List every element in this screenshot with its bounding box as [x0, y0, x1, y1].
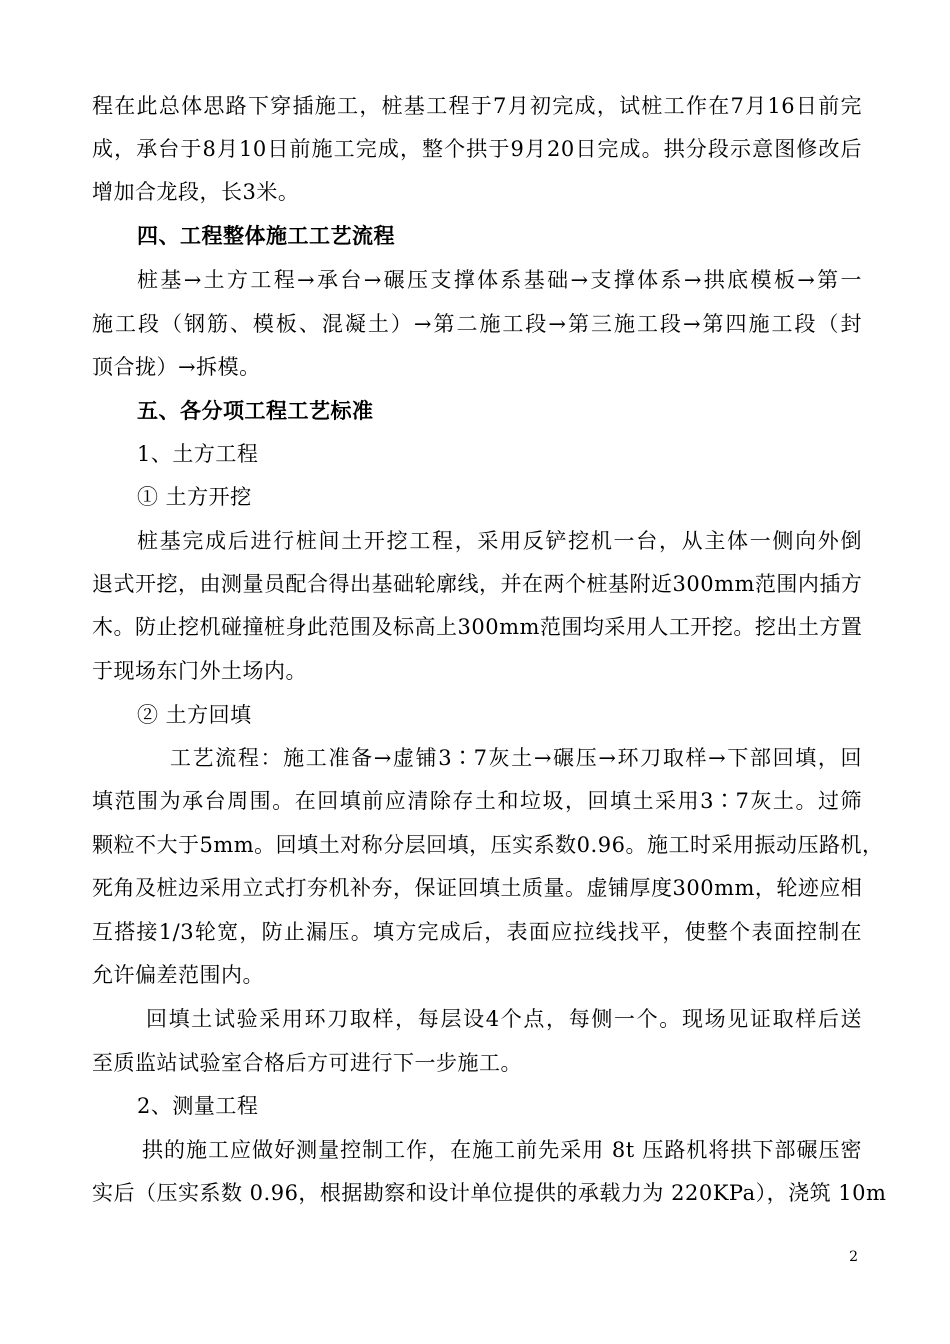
paragraph-line: 填范围为承台周围。在回填前应清除存土和垃圾，回填土采用3∶7灰土。过筛: [92, 789, 862, 813]
paragraph-line: 颗粒不大于5mm。回填土对称分层回填，压实系数0.96。施工时采用振动压路机，: [92, 833, 884, 857]
paragraph-line: 施工段（钢筋、模板、混凝土）→第二施工段→第三施工段→第四施工段（封: [92, 312, 862, 336]
page-number: 2: [849, 1249, 858, 1265]
paragraph-line: 回填土试验采用环刀取样，每层设4个点，每侧一个。现场见证取样后送: [146, 1007, 862, 1031]
subsection-heading: ① 土方开挖: [137, 485, 252, 509]
paragraph-line: 退式开挖，由测量员配合得出基础轮廓线，并在两个桩基附近300mm范围内插方: [92, 572, 863, 596]
paragraph-line: 成，承台于8月10日前施工完成，整个拱于9月20日完成。拱分段示意图修改后: [92, 137, 862, 161]
section-heading: 五、各分项工程工艺标准: [137, 398, 374, 423]
paragraph-line: 木。防止挖机碰撞桩身此范围及标高上300mm范围均采用人工开挖。挖出土方置: [92, 615, 863, 639]
paragraph-line: 拱的施工应做好测量控制工作，在施工前先采用 8t 压路机将拱下部碾压密: [142, 1138, 862, 1162]
subsection-heading: 1、土方工程: [137, 442, 259, 466]
subsection-heading: 2、测量工程: [137, 1094, 259, 1118]
paragraph-line: 死角及桩边采用立式打夯机补夯，保证回填土质量。虚铺厚度300mm，轮迹应相: [92, 876, 863, 900]
paragraph-line: 增加合龙段，长3米。: [92, 180, 300, 204]
paragraph-line: 顶合拢）→拆模。: [92, 355, 261, 379]
paragraph-line: 工艺流程：施工准备→虚铺3∶7灰土→碾压→环刀取样→下部回填，回: [170, 746, 862, 770]
paragraph-line: 桩基完成后进行桩间土开挖工程，采用反铲挖机一台，从主体一侧向外倒: [137, 529, 862, 553]
paragraph-line: 允许偏差范围内。: [92, 963, 264, 987]
paragraph-line: 于现场东门外土场内。: [92, 659, 307, 683]
paragraph-line: 至质监站试验室合格后方可进行下一步施工。: [92, 1051, 522, 1075]
subsection-heading: ② 土方回填: [137, 703, 252, 727]
section-heading: 四、工程整体施工工艺流程: [137, 223, 395, 248]
paragraph-line: 程在此总体思路下穿插施工，桩基工程于7月初完成，试桩工作在7月16日前完: [92, 94, 862, 118]
paragraph-line: 桩基→土方工程→承台→碾压支撑体系基础→支撑体系→拱底模板→第一: [137, 268, 862, 292]
paragraph-line: 实后（压实系数 0.96，根据勘察和设计单位提供的承载力为 220KPa），浇筑 10m: [92, 1181, 887, 1205]
paragraph-line: 互搭接1/3轮宽，防止漏压。填方完成后，表面应拉线找平，使整个表面控制在: [92, 920, 862, 944]
